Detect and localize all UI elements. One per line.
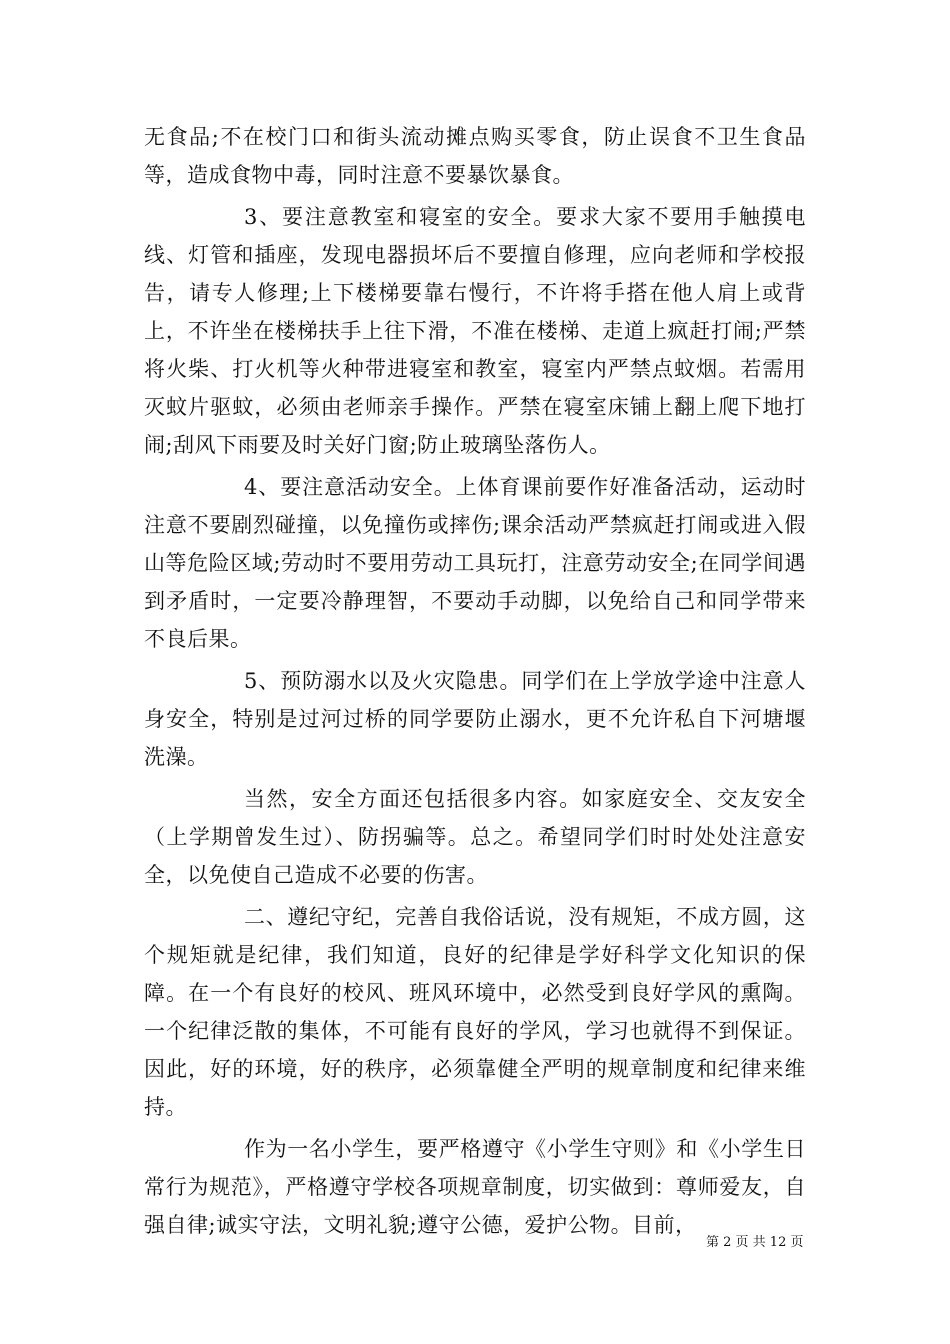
paragraph-other-safety: 当然，安全方面还包括很多内容。如家庭安全、交友安全（上学期曾发生过）、防拐骗等。总之。希望同学们时时处处注意安全，以免使自己造成不必要的伤害。 xyxy=(144,787,806,887)
paragraph-activity-safety: 4、要注意活动安全。上体育课前要作好准备活动，运动时注意不要剧烈碰撞，以免撞伤或摔伤;课余活动严禁疯赶打闹或进入假山等危险区域;劳动时不要用劳动工具玩打，注意劳动安全;在同学间遇到矛盾时，一定要冷静理智，不要动手动脚，以免给自己和同学带来不良后果。 xyxy=(144,475,806,651)
document-body xyxy=(144,118,806,1244)
paragraph-discipline: 二、遵纪守纪，完善自我俗话说，没有规矩，不成方圆，这个规矩就是纪律，我们知道，良好的纪律是学好科学文化知识的保障。在一个有良好的校风、班风环境中，必然受到良好学风的熏陶。一个纪律泛散的集体，不可能有良好的学风，学习也就得不到保证。因此，好的环境，好的秩序，必须靠健全严明的规章制度和纪律来维持。 xyxy=(144,905,806,1119)
paragraph-student-rules: 作为一名小学生，要严格遵守《小学生守则》和《小学生日常行为规范》，严格遵守学校各项规章制度，切实做到：尊师爱友，自强自律;诚实守法，文明礼貌;遵守公德，爱护公物。目前， xyxy=(144,1137,806,1237)
paragraph-continuation: 无食品;不在校门口和街头流动摊点购买零食，防止误食不卫生食品等，造成食物中毒，同时注意不要暴饮暴食。 xyxy=(144,125,806,187)
page-number-footer: 第 2 页 共 12 页 xyxy=(706,1235,804,1250)
paragraph-classroom-safety: 3、要注意教室和寝室的安全。要求大家不要用手触摸电线、灯管和插座，发现电器损坏后不要擅自修理，应向老师和学校报告，请专人修理;上下楼梯要靠右慢行，不许将手搭在他人肩上或背上，不许坐在楼梯扶手上往下滑，不准在楼梯、走道上疯赶打闹;严禁将火柴、打火机等火种带进寝室和教室，寝室内严禁点蚊烟。若需用灭蚊片驱蚊，必须由老师亲手操作。严禁在寝室床铺上翻上爬下地打闹;刮风下雨要及时关好门窗;防止玻璃坠落伤人。 xyxy=(144,205,806,457)
paragraph-drowning-fire: 5、预防溺水以及火灾隐患。同学们在上学放学途中注意人身安全，特别是过河过桥的同学要防止溺水，更不允许私自下河塘堰洗澡。 xyxy=(144,669,806,769)
